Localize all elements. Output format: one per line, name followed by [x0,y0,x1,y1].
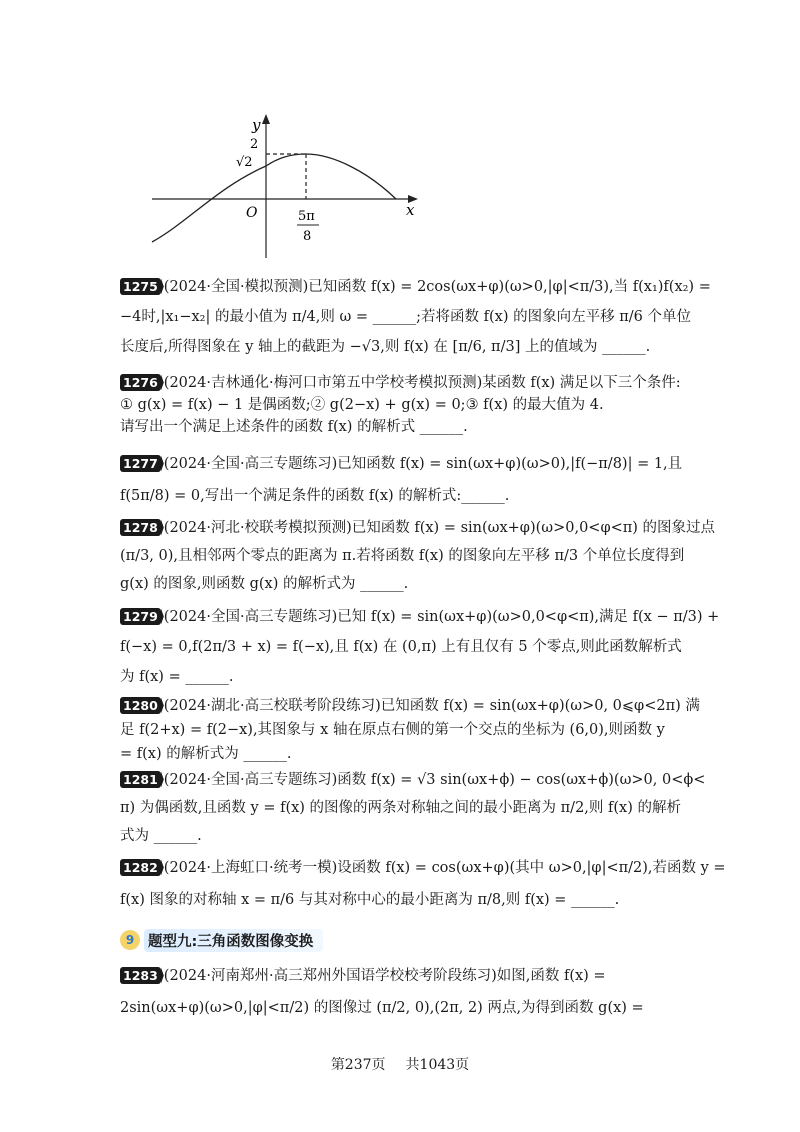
problem-line: (2024·全国·高三专题练习)已知函数 f(x) = sin(ωx+φ)(ω>0),|f(−π/8)| = 1,且 [163,456,683,472]
problem-number: 1282 [120,859,161,876]
y-axis-label: y [252,116,261,134]
problem-number: 1281 [120,771,161,788]
x-peak-denominator: 8 [303,229,312,244]
problem-line: (2024·全国·高三专题练习)已知 f(x) = sin(ωx+φ)(ω>0,0<φ<π),满足 f(x − π/3) + [163,609,720,625]
problem-number: 1279 [120,608,161,625]
sine-graph [148,112,428,262]
section-number-badge: 9 [120,930,140,950]
problem-line: 请写出一个满足上述条件的函数 f(x) 的解析式 ______. [120,419,468,435]
problem-line: π) 为偶函数,且函数 y = f(x) 的图像的两条对称轴之间的最小距离为 π/2,则 f(x) 的解析 [120,800,681,816]
x-axis-label: x [406,201,415,219]
problem-line: 2sin(ωx+φ)(ω>0,|φ|<π/2) 的图像过 (π/2, 0),(2π, 2) 两点,为得到函数 g(x) = [120,1000,644,1016]
y-max-label: 2 [250,137,259,152]
problem-line: (2024·吉林通化·梅河口市第五中学校考模拟预测)某函数 f(x) 满足以下三个条件: [163,375,681,391]
problem-line: f(x) 图象的对称轴 x = π/6 与其对称中心的最小距离为 π/8,则 f(x) = ______. [120,892,620,908]
problem-1281 [120,766,706,850]
sine-curve [152,154,396,242]
problem-number: 1278 [120,519,161,536]
problem-1282 [120,852,726,916]
section-heading [120,928,323,952]
page-footer [0,1054,800,1074]
problem-number: 1277 [120,455,161,472]
y-intercept-label: √2 [236,155,253,170]
problem-number: 1283 [120,967,161,984]
problem-1279 [120,602,720,692]
page-number: 第237页 [330,1057,386,1073]
problem-line: −4时,|x₁−x₂| 的最小值为 π/4,则 ω = ______;若将函数 f(x) 的图象向左平移 π/6 个单位 [120,309,691,325]
problem-1276 [120,372,680,438]
problem-number: 1275 [120,278,161,295]
problem-line: (2024·全国·模拟预测)已知函数 f(x) = 2cos(ωx+φ)(ω>0,|φ|<π/3),当 f(x₁)f(x₂) = [163,279,711,295]
section-title: 题型九:三角函数图像变换 [144,929,323,952]
problem-1275 [120,272,711,362]
problem-line: f(5π/8) = 0,写出一个满足条件的函数 f(x) 的解析式:______. [120,488,510,504]
problem-line: = f(x) 的解析式为 ______. [120,746,292,762]
problem-line: (2024·湖北·高三校联考阶段练习)已知函数 f(x) = sin(ωx+φ)(ω>0, 0⩽φ<2π) 满 [163,698,700,714]
y-axis-arrow [262,114,270,124]
problem-line: (2024·全国·高三专题练习)函数 f(x) = √3 sin(ωx+ϕ) − cos(ωx+ϕ)(ω>0, 0<ϕ< [163,772,706,788]
problem-line: 式为 ______. [120,828,202,844]
problem-line: (π/3, 0),且相邻两个零点的距离为 π.若将函数 f(x) 的图象向左平移 π/3 个单位长度得到 [120,548,685,564]
problem-line: 为 f(x) = ______. [120,669,234,685]
problem-1277 [120,448,683,512]
problem-line: (2024·上海虹口·统考一模)设函数 f(x) = cos(ωx+φ)(其中 ω>0,|φ|<π/2),若函数 y = [163,860,726,876]
total-pages: 共1043页 [405,1057,470,1073]
problem-1280 [120,694,700,766]
origin-label: O [246,205,258,221]
problem-line: (2024·河北·校联考模拟预测)已知函数 f(x) = sin(ωx+φ)(ω>0,0<φ<π) 的图象过点 [163,520,716,536]
problem-line: f(−x) = 0,f(2π/3 + x) = f(−x),且 f(x) 在 (0,π) 上有且仅有 5 个零点,则此函数解析式 [120,639,682,655]
problem-number: 1276 [120,374,161,391]
problem-number: 1280 [120,697,161,714]
problem-1283 [120,960,680,1024]
problem-line: 长度后,所得图象在 y 轴上的截距为 −√3,则 f(x) 在 [π/6, π/3] 上的值域为 ______. [120,339,651,355]
problem-line: 足 f(2+x) = f(2−x),其图象与 x 轴在原点右侧的第一个交点的坐标为 (6,0),则函数 y [120,722,665,738]
problem-1278 [120,514,716,598]
problem-line: g(x) 的图象,则函数 g(x) 的解析式为 ______. [120,576,409,592]
problem-line: (2024·河南郑州·高三郑州外国语学校校考阶段练习)如图,函数 f(x) = [163,968,606,984]
problem-line: ① g(x) = f(x) − 1 是偶函数;② g(2−x) + g(x) = 0;③ f(x) 的最大值为 4. [120,397,604,413]
x-peak-numerator: 5π [298,209,315,224]
